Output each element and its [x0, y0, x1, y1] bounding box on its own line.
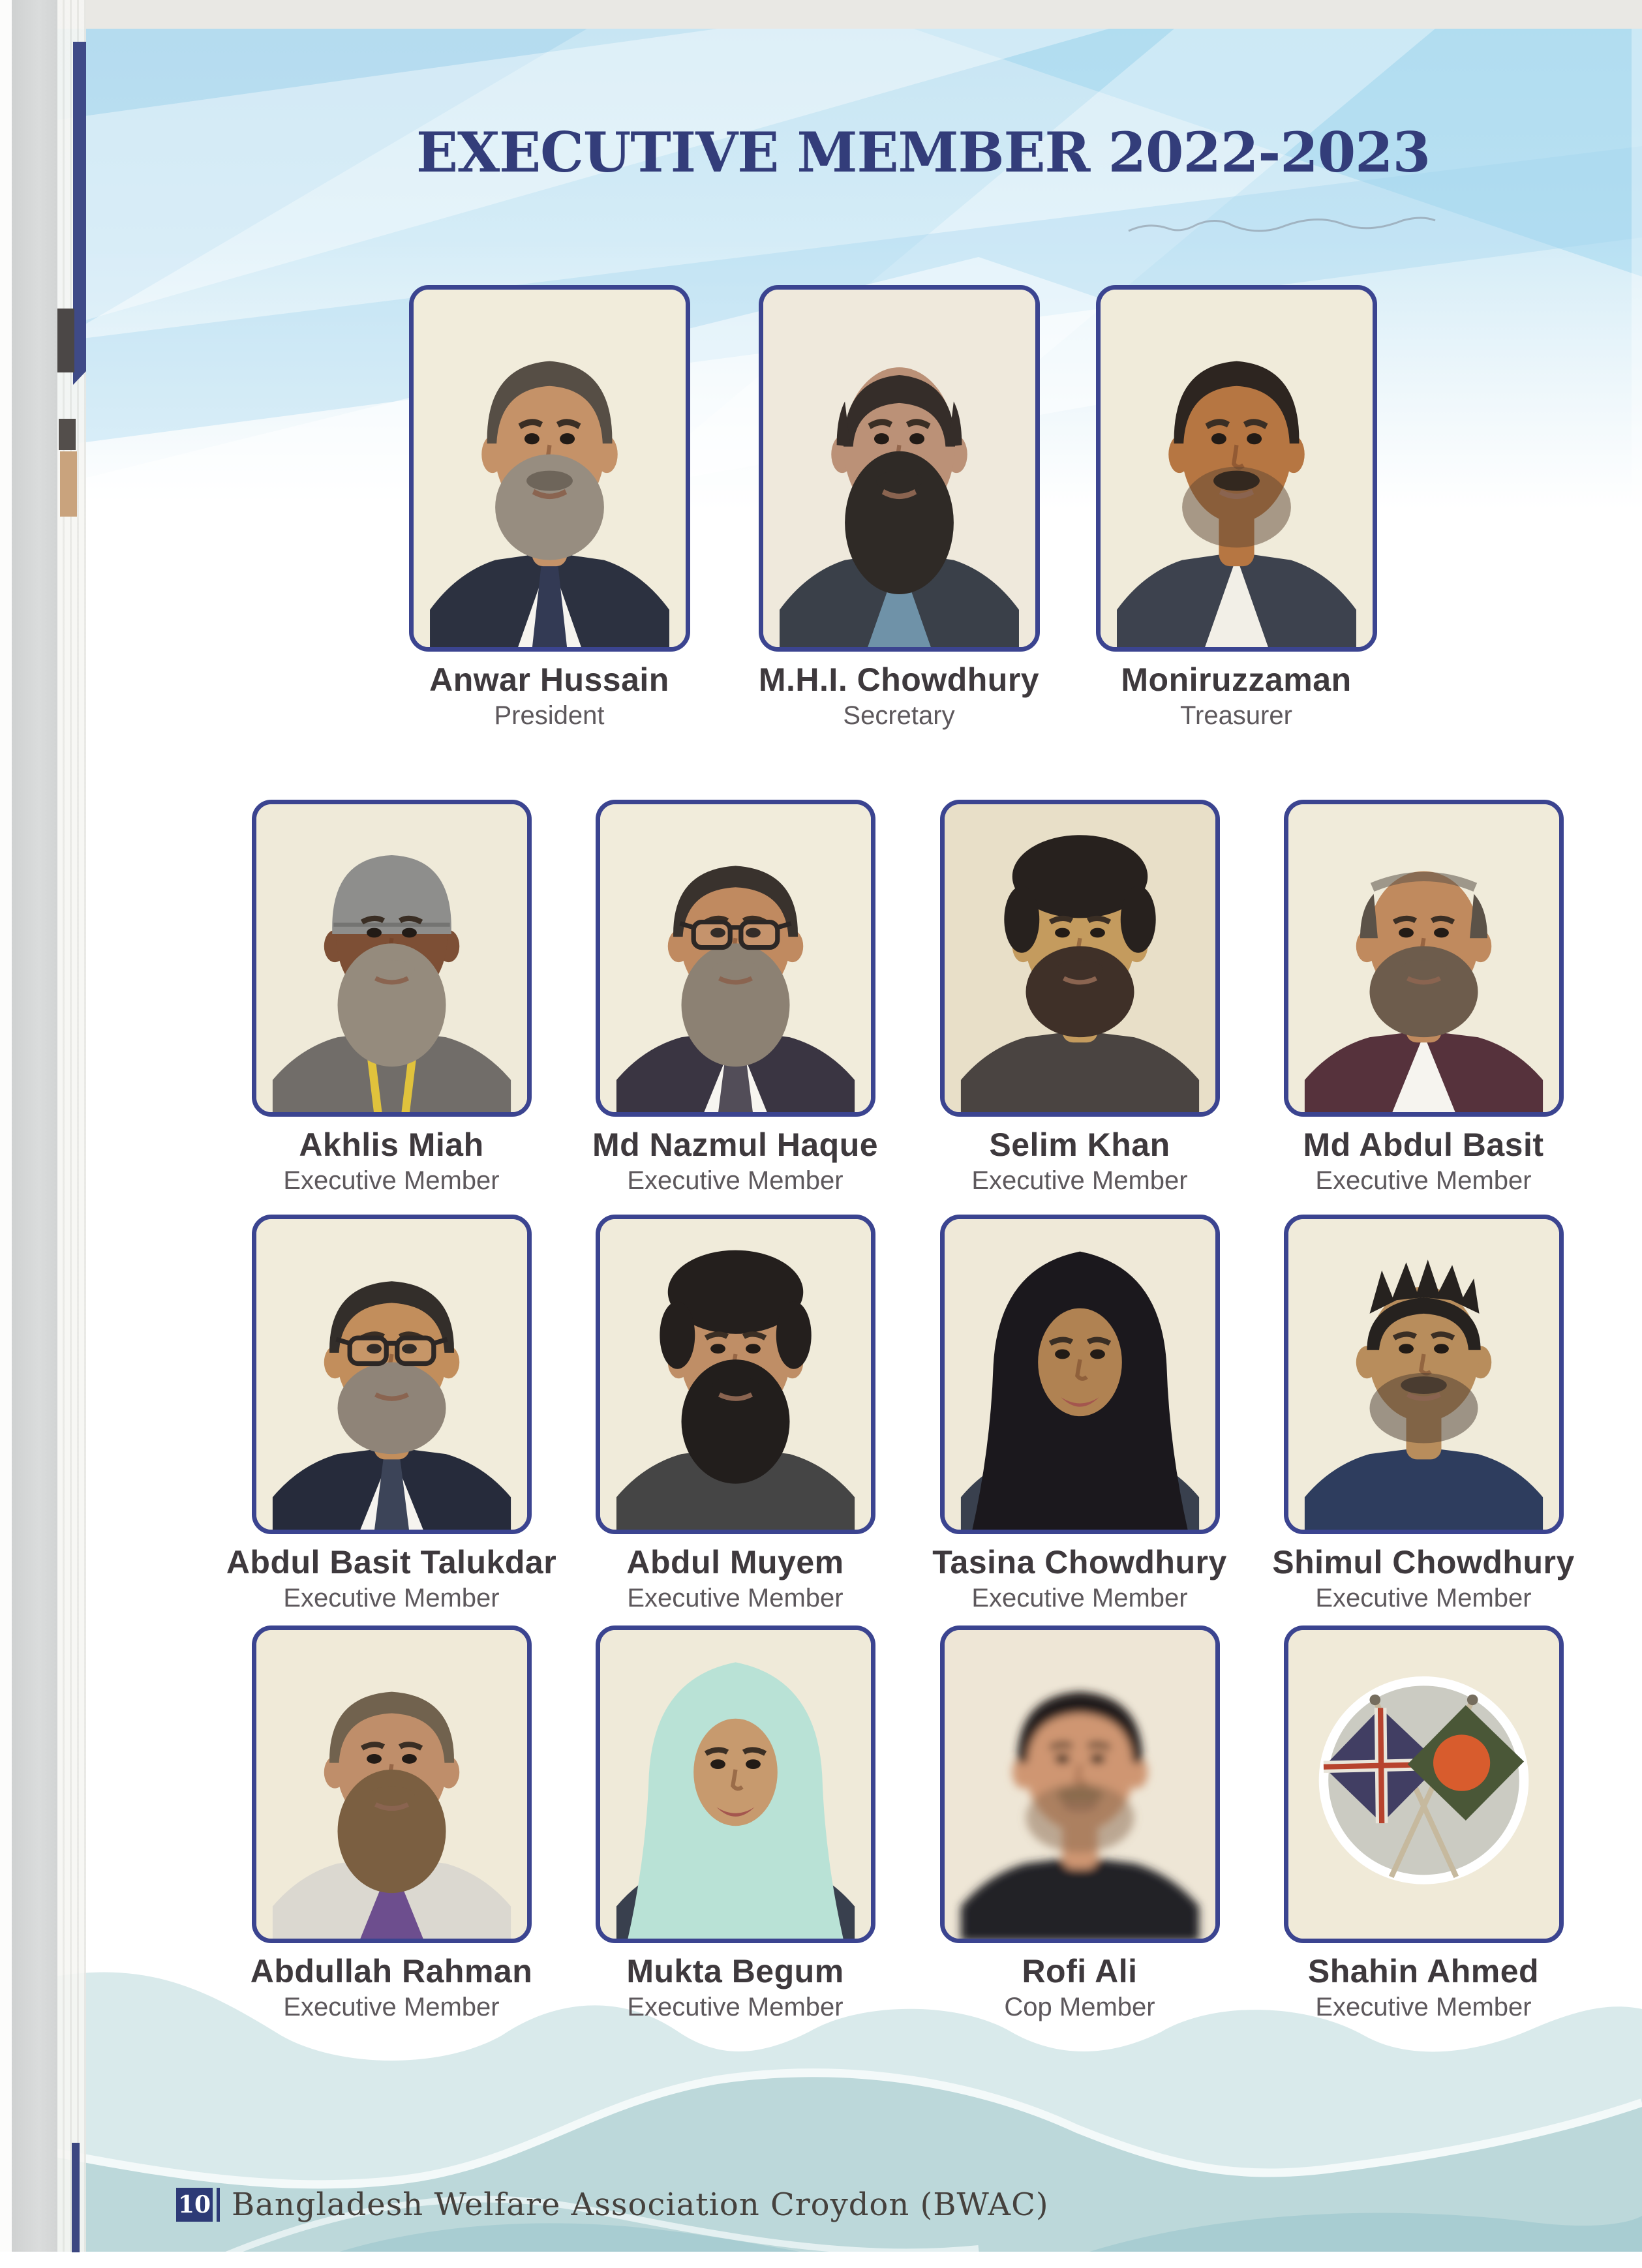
member-name: Mukta Begum: [626, 1953, 844, 1989]
portrait-graphic: [945, 1630, 1215, 1939]
member-card: [1254, 1215, 1593, 1615]
member-name: M.H.I. Chowdhury: [758, 661, 1040, 698]
member-name: Abdul Basit Talukdar: [226, 1544, 557, 1580]
member-card: [222, 1215, 561, 1615]
member-role: Executive Member: [1315, 1584, 1532, 1612]
scan-right-edge: [1632, 29, 1642, 616]
member-role: Treasurer: [1180, 701, 1292, 730]
portrait-graphic: [945, 804, 1215, 1112]
member-role: Executive Member: [627, 1584, 844, 1612]
portrait-graphic: [600, 804, 871, 1112]
footer: [176, 2188, 1049, 2222]
member-card: [1254, 800, 1593, 1198]
member-role: Executive Member: [627, 1993, 844, 2021]
member-role: Cop Member: [1004, 1993, 1155, 2021]
member-card: [222, 1625, 561, 2024]
member-card: [380, 285, 719, 733]
portrait-graphic: [1288, 1219, 1559, 1530]
member-role: Executive Member: [283, 1584, 500, 1612]
member-card: [566, 1215, 905, 1615]
member-photo: [596, 1625, 875, 1943]
member-name: Shahin Ahmed: [1307, 1953, 1540, 1989]
member-photo: [1284, 1215, 1564, 1534]
portrait-graphic: [763, 290, 1035, 647]
member-name: Moniruzzaman: [1121, 661, 1352, 698]
member-photo: [252, 1215, 532, 1534]
page-title: EXECUTIVE MEMBER 2022-2023: [416, 120, 1431, 185]
member-photo: [1284, 1625, 1564, 1943]
member-photo: [759, 285, 1040, 652]
member-card: [910, 1215, 1249, 1615]
portrait-graphic: [1101, 290, 1373, 647]
member-name: Shimul Chowdhury: [1272, 1544, 1575, 1580]
portrait-graphic: [256, 1219, 527, 1530]
member-role: Executive Member: [1315, 1993, 1532, 2021]
member-photo: [596, 1215, 875, 1534]
scan-bleedthrough-dark: [59, 419, 76, 450]
member-name: Md Abdul Basit: [1303, 1126, 1544, 1163]
member-photo: [940, 1625, 1220, 1943]
member-card: [1254, 1625, 1593, 2024]
member-name: Md Nazmul Haque: [592, 1126, 879, 1163]
member-card: [910, 1625, 1249, 2024]
member-card: [222, 800, 561, 1198]
member-card: [1067, 285, 1406, 733]
page-number-badge: 10: [176, 2188, 213, 2222]
member-name: Selim Khan: [989, 1126, 1170, 1163]
member-photo: [1284, 800, 1564, 1117]
footer-divider: [217, 2188, 220, 2222]
member-role: Executive Member: [971, 1166, 1188, 1195]
member-role: President: [494, 701, 605, 730]
scan-bleedthrough-dark: [57, 309, 74, 372]
member-photo: [940, 1215, 1220, 1534]
member-name: Abdullah Rahman: [250, 1953, 533, 1989]
scan-left-edge: [0, 0, 12, 2268]
member-name: Rofi Ali: [1022, 1953, 1138, 1989]
member-card: [566, 1625, 905, 2024]
member-role: Executive Member: [283, 1993, 500, 2021]
uk-bangladesh-flags-emblem: [1288, 1630, 1559, 1939]
scan-bleedthrough-navy: [73, 42, 86, 385]
member-photo: [596, 800, 875, 1117]
member-photo: [940, 800, 1220, 1117]
member-name: Anwar Hussain: [429, 661, 669, 698]
member-name: Akhlis Miah: [299, 1126, 484, 1163]
member-photo: [409, 285, 690, 652]
member-card: [566, 800, 905, 1198]
member-name: Tasina Chowdhury: [932, 1544, 1227, 1580]
portrait-graphic: [600, 1630, 871, 1939]
member-photo: [252, 800, 532, 1117]
member-role: Executive Member: [283, 1166, 500, 1195]
portrait-graphic: [256, 1630, 527, 1939]
member-role: Executive Member: [627, 1166, 844, 1195]
member-card: [910, 800, 1249, 1198]
portrait-graphic: [256, 804, 527, 1112]
portrait-graphic: [414, 290, 686, 647]
scan-bottom-edge: [0, 2252, 1642, 2268]
portrait-graphic: [600, 1219, 871, 1530]
scan-bleedthrough-navy-bottom: [72, 2143, 80, 2252]
portrait-graphic: [945, 1219, 1215, 1530]
member-role: Executive Member: [971, 1584, 1188, 1612]
scan-bleedthrough-tan: [60, 451, 77, 517]
member-card: [729, 285, 1069, 733]
member-role: Secretary: [843, 701, 955, 730]
scan-left-strip: [12, 0, 57, 2268]
member-photo: [1096, 285, 1377, 652]
member-role: Executive Member: [1315, 1166, 1532, 1195]
footer-text: Bangladesh Welfare Association Croydon (BWAC): [232, 2186, 1049, 2223]
scan-top-edge: [0, 0, 1642, 30]
member-photo: [252, 1625, 532, 1943]
portrait-graphic: [1288, 804, 1559, 1112]
member-name: Abdul Muyem: [626, 1544, 844, 1580]
